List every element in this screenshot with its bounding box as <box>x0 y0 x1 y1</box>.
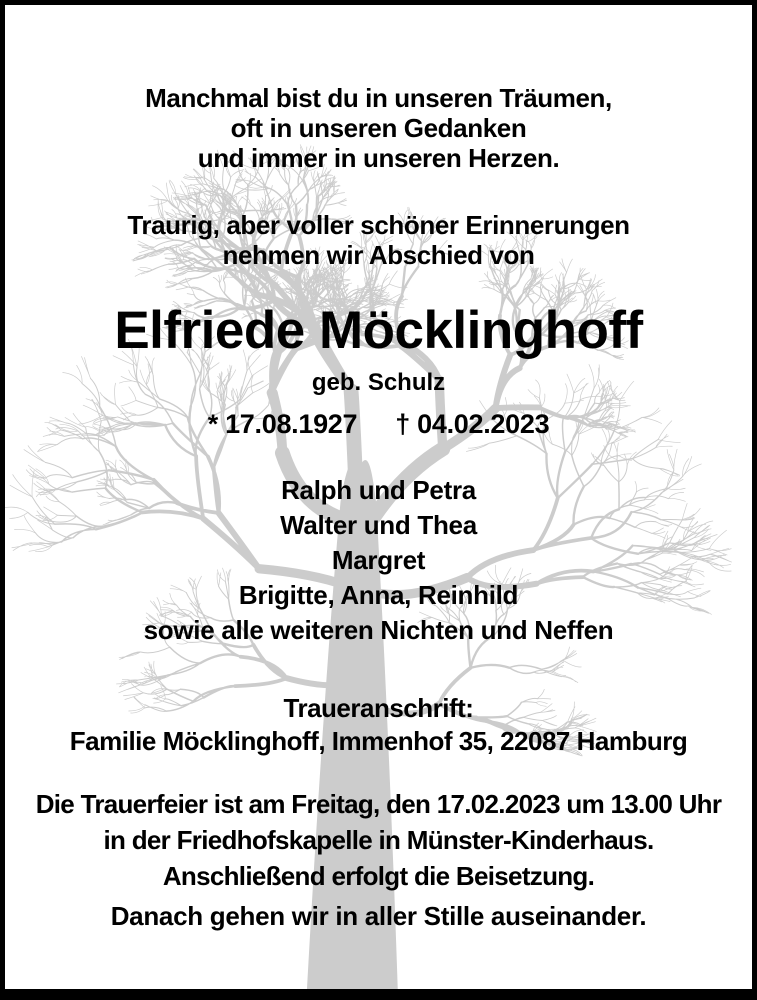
verse-line: Manchmal bist du in unseren Träumen, <box>145 83 612 113</box>
birth-date: * 17.08.1927 <box>207 409 358 439</box>
funeral-line: in der Friedhofskapelle in Münster-Kinderhaus. <box>103 825 654 855</box>
death-date: † 04.02.2023 <box>395 409 550 439</box>
mourner-line: Brigitte, Anna, Reinhild <box>238 580 519 610</box>
mourners-list <box>5 473 752 648</box>
mourning-address-value: Familie Möcklinghoff, Immenhof 35, 22087 Hamburg <box>69 726 688 756</box>
mourner-line: Ralph und Petra <box>281 475 476 505</box>
verse-line: oft in unseren Gedanken <box>230 113 527 143</box>
mourning-address-label: Traueranschrift: <box>283 693 474 723</box>
funeral-details <box>5 786 752 894</box>
mourner-line: Walter und Thea <box>280 510 477 540</box>
mourner-line: Margret <box>331 545 426 575</box>
maiden-name: geb. Schulz <box>311 369 446 396</box>
intro-line: Traurig, aber voller schöner Erinnerungen <box>127 210 630 240</box>
memorial-verse <box>5 83 752 173</box>
funeral-line: Anschließend erfolgt die Beisetzung. <box>162 861 595 891</box>
deceased-name: Elfriede Möcklinghoff <box>114 301 643 360</box>
mourner-line: sowie alle weiteren Nichten und Neffen <box>143 615 614 645</box>
farewell-intro <box>5 210 752 270</box>
life-dates <box>5 409 752 439</box>
closing-line: Danach gehen wir in aller Stille auseinander. <box>110 901 647 931</box>
mourning-address <box>5 692 752 758</box>
verse-line: und immer in unseren Herzen. <box>197 143 560 173</box>
intro-line: nehmen wir Abschied von <box>222 240 535 270</box>
funeral-line: Die Trauerfeier ist am Freitag, den 17.02.2023 um 13.00 Uhr <box>35 789 722 819</box>
